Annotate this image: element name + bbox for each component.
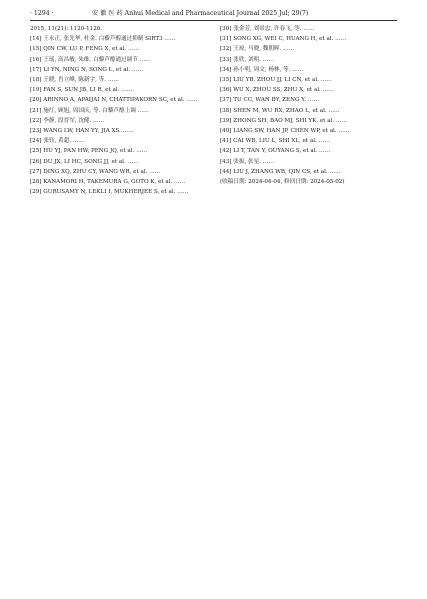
right-reference-column [220,26,398,189]
reference-entry: [24] 张钰, 黄超. …… [30,138,84,145]
reference-entry: [21] 施红, 顾旭, 周国庆, 等. 白藜芦醇上调 …… [30,107,149,114]
reference-entry: [39] ZHONG SH, BAO MJ, SHI YK, et al. …… [220,117,348,124]
running-header [30,8,397,21]
reference-entry: [17] LI YN, NING N, SONG L, et al. …… [30,66,144,73]
reference-entry: [20] ARINNO A, APAIJAI N, CHATTIPAKORN SC, et al. …… [30,97,198,104]
reference-entry: [31] SONG XG, WEI C, HUANG H, et al. …… [220,36,347,43]
reference-entry: [30] 张金芳, 刘景忠, 许春飞, 等. …… [220,26,315,32]
reference-entry: [43] 张振, 张星. …… [220,158,274,165]
reference-entry: [44] LIU J, ZHANG WB, QIN CS, et al. …… [220,168,341,175]
reference-entry: [36] WU X, ZHOU SS, ZHU X, et al. …… [220,87,334,94]
reference-entry: [40] LIANG SW, HAN JP, CHEN WP, et al. …… [220,128,350,135]
reference-entry: [25] HU YJ, PAN HW, PENG JQ, et al. …… [30,148,148,155]
reference-entry: [22] 李静, 段晋军, 沈健. …… [30,117,105,124]
reference-entry: [41] CAI WB, LIU L, SHI XL, et al. …… [220,138,330,145]
journal-title: 安 徽 医 药 Anhui Medical and Pharmaceutical Journal 2025 Jul; 29(7) [92,10,309,17]
reference-entry: [15] QIN CW, LU P, FENG X, et al. …… [30,46,140,53]
reference-entry: [35] LIU YB, ZHOU JJ, LI CN, et al. …… [220,77,332,84]
reference-entry: [29] GURUSAMY N, LEKLI I, MUKHERJEE S, et al. …… [30,189,189,196]
page-number: · 1294 · [30,10,54,17]
reference-entry: [33] 张欣, 刘明. …… [220,56,274,63]
reference-entry: [42] LI T, TAN Y, OUYANG S, et al. …… [220,148,331,155]
reference-entry: [38] SHEN M, WU RX, ZHAO L, et al. …… [220,107,340,114]
reference-entry: 2015, 11(21): 1120-1126. [30,26,103,32]
reference-entry: [34] 孙小明, 周文, 杨林, 等. …… [220,66,304,73]
reference-entry: [18] 王晓, 肖立峰, 陈新宇, 等. …… [30,77,120,84]
reference-entry: [16] 王瑶, 高昌敏, 朱维. 白藜芦醇通过调节 …… [30,56,151,63]
reference-entry: [28] KANAMORI H, TAKEMURA G, GOTO K, et al. …… [30,179,186,186]
reference-entry: [23] WANG LW, HAN YY, JIA XS. …… [30,128,134,135]
left-reference-column [30,26,208,199]
reference-entry: [32] 王琼, 马晓, 魏朝晖. …… [220,46,295,53]
reference-entry: [27] DING XQ, ZHU CY, WANG WR, et al. …… [30,168,161,175]
reference-entry: [14] 王永正, 张先华, 杜金. 白藜芦醇通过抑制 SIRT3 …… [30,36,176,43]
reference-entry: [37] TU CC, WAN BY, ZENG Y. …… [220,97,319,104]
received-revised-dates: (收稿日期: 2024-04-04, 修回日期: 2024-05-02) [220,179,345,186]
reference-entry: [26] DU JX, LI HC, SONG JJ, et al. …… [30,158,139,165]
reference-entry: [19] FAN S, SUN JB, LI R, et al. …… [30,87,133,94]
